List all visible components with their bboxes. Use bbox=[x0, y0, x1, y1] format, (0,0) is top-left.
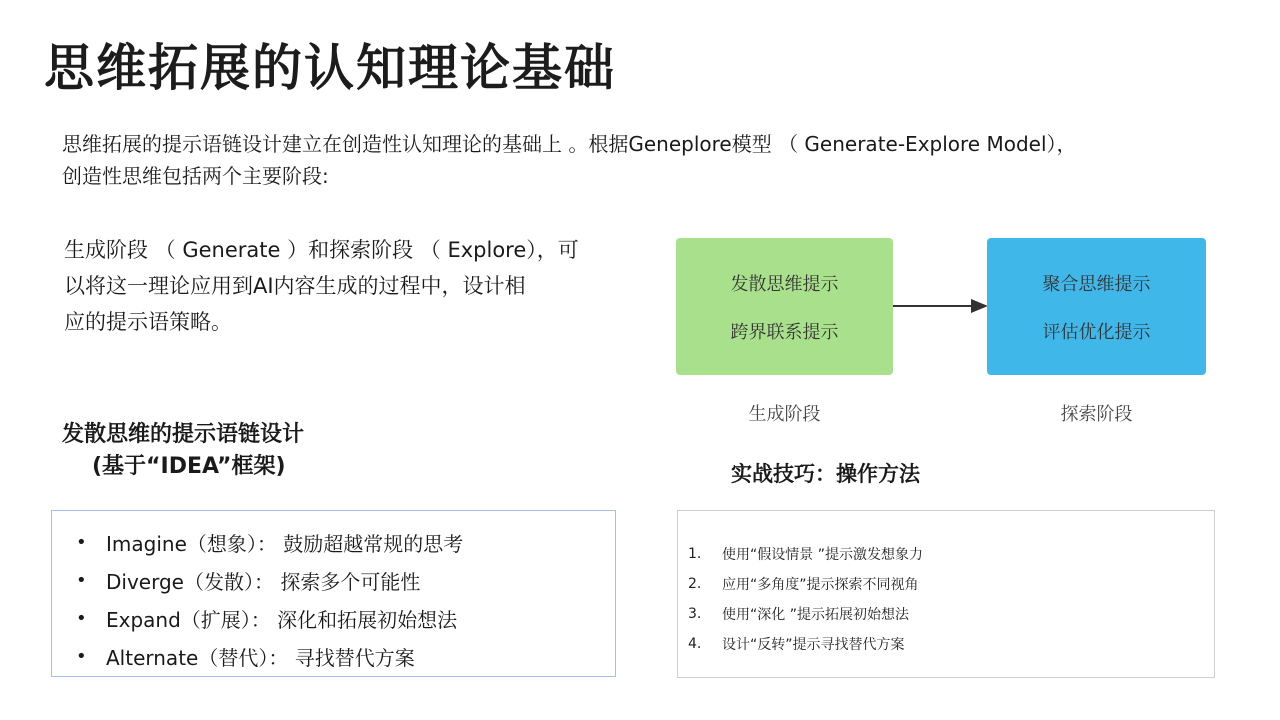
idea-item-text: Alternate（替代）： 寻找替代方案 bbox=[106, 645, 415, 670]
tips-list bbox=[678, 511, 1214, 659]
tip-text: 使用“假设情景 ”提示激发想象力 bbox=[722, 547, 923, 563]
intro-line-2: 创造性思维包括两个主要阶段: bbox=[62, 164, 329, 188]
explore-stage-label: 探索阶段 bbox=[1060, 404, 1133, 425]
geneplore-diagram bbox=[670, 232, 1215, 432]
idea-item-text: Imagine（想象）： 鼓励超越常规的思考 bbox=[106, 531, 464, 556]
bullet-icon: • bbox=[76, 569, 87, 591]
idea-framework-box bbox=[51, 510, 616, 677]
generate-stage-box bbox=[676, 238, 893, 375]
tip-number: 3. bbox=[688, 606, 702, 622]
tip-text: 使用“深化 ”提示拓展初始想法 bbox=[722, 607, 909, 623]
idea-list bbox=[52, 511, 615, 675]
stages-line-1: 生成阶段 （ Generate ）和探索阶段 （ Explore），可 bbox=[64, 238, 579, 262]
tip-number: 2. bbox=[688, 576, 702, 592]
stages-paragraph bbox=[64, 232, 609, 340]
tip-text: 应用“多角度”提示探索不同视角 bbox=[722, 577, 919, 593]
generate-stage-label: 生成阶段 bbox=[748, 404, 821, 425]
explore-item-1: 聚合思维提示 bbox=[1042, 273, 1151, 295]
bullet-icon: • bbox=[76, 531, 87, 553]
generate-item-1: 发散思维提示 bbox=[730, 273, 839, 295]
right-arrow-icon bbox=[893, 296, 989, 316]
bullet-icon: • bbox=[76, 607, 87, 629]
intro-paragraph bbox=[62, 128, 1232, 192]
explore-item-2: 评估优化提示 bbox=[1042, 321, 1151, 343]
stages-line-3: 应的提示语策略。 bbox=[64, 310, 232, 334]
tip-number: 4. bbox=[688, 636, 702, 652]
idea-section-title: 发散思维的提示语链设计 bbox=[62, 422, 305, 447]
idea-item-expand bbox=[76, 599, 615, 637]
page-title: 思维拓展的认知理论基础 bbox=[44, 39, 616, 97]
idea-item-imagine bbox=[76, 523, 615, 561]
idea-section-subtitle: (基于“IDEA”框架) bbox=[92, 454, 286, 479]
bullet-icon: • bbox=[76, 645, 87, 667]
idea-item-diverge bbox=[76, 561, 615, 599]
intro-line-1: 思维拓展的提示语链设计建立在创造性认知理论的基础上 。根据Geneplore模型 （ Generate-Explore Model）， bbox=[62, 132, 1077, 156]
idea-item-text: Expand（扩展）： 深化和拓展初始想法 bbox=[106, 607, 458, 632]
idea-item-alternate bbox=[76, 637, 615, 675]
tips-section-title: 实战技巧：操作方法 bbox=[731, 462, 920, 486]
generate-item-2: 跨界联系提示 bbox=[730, 321, 839, 343]
tip-item bbox=[688, 539, 1214, 569]
tip-item bbox=[688, 599, 1214, 629]
tips-box bbox=[677, 510, 1215, 678]
tip-item bbox=[688, 629, 1214, 659]
tip-number: 1. bbox=[688, 546, 702, 562]
idea-item-text: Diverge（发散）： 探索多个可能性 bbox=[106, 569, 421, 594]
tip-item bbox=[688, 569, 1214, 599]
tip-text: 设计“反转”提示寻找替代方案 bbox=[722, 637, 905, 653]
explore-stage-box bbox=[987, 238, 1206, 375]
stages-line-2: 以将这一理论应用到AI内容生成的过程中，设计相 bbox=[64, 274, 526, 298]
